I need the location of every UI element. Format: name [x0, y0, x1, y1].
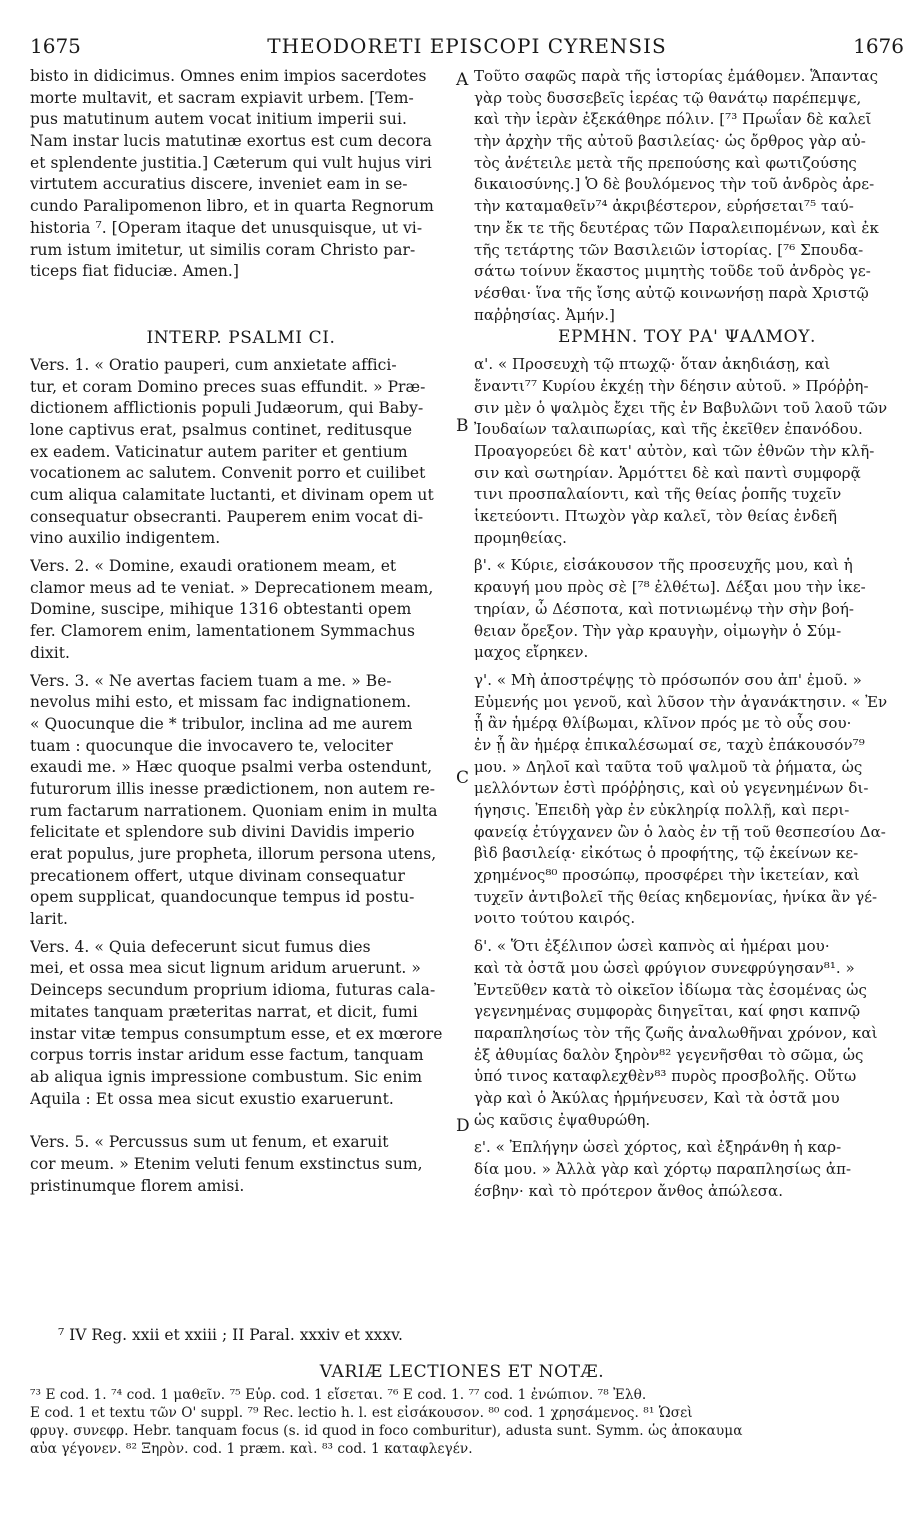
text-line: historia ⁷. [Operam itaque det unusquisque, ut vi-	[30, 218, 423, 237]
variant-readings-notes	[30, 1386, 904, 1458]
text-line: βὶδ βασιλείᾳ· εἰκότως ὁ προφήτης, τῷ ἐκείνων κε-	[474, 844, 859, 863]
text-line: σιν μὲν ὁ ψαλμὸς ἔχει τῆς ἐν Βαβυλῶνι τοῦ λαοῦ τῶν	[474, 398, 888, 417]
text-line: vocationem ac salutem. Convenit porro et cuilibet	[30, 464, 426, 483]
text-line: χρημένος⁸⁰ προσώπῳ, προσφέρει τὴν ἱκετείαν, καὶ	[474, 866, 860, 885]
text-line: μου. » Δηλοῖ καὶ ταῦτα τοῦ ψαλμοῦ τὰ ῥήματα, ὡς	[474, 757, 863, 776]
text-line: ὡς καῦσις ἐψαθυρώθη.	[474, 1110, 651, 1129]
text-line: γὰρ τοὺς δυσσεβεῖς ἱερέας τῷ θανάτῳ παρέπεμψε,	[474, 88, 862, 107]
text-line: futurorum illis inesse prædictionem, non autem re-	[30, 779, 435, 798]
text-line: σάτω τοίνυν ἕκαστος μιμητὴς τοῦδε τοῦ ἀνδρὸς γε-	[474, 262, 871, 281]
text-line: ἔναντι⁷⁷ Κυρίου ἐκχέῃ τὴν δέησιν αὐτοῦ. » Πρόῤῥη-	[474, 376, 869, 395]
text-line: ticeps fiat fiduciæ. Amen.]	[30, 262, 239, 281]
text-line: μαχος εἴρηκεν.	[474, 643, 589, 662]
text-line: exaudi me. » Hæc quoque psalmi verba ostendunt,	[30, 758, 433, 777]
text-line: β'. « Κύριε, εἰσάκουσον τῆς προσευχῆς μου, καὶ ἡ	[474, 556, 853, 575]
text-line: ex eadem. Vaticinatur autem pariter et gentium	[30, 442, 408, 461]
margin-marker-d: D	[456, 1116, 470, 1136]
text-line: bisto in didicimus. Omnes enim impios sacerdotes	[30, 67, 427, 85]
text-line: tur, et coram Domino preces suas effundit. » Præ-	[30, 377, 426, 396]
text-line: τυχεῖν ἀντιβολεῖ τῆς θείας κηδεμονίας, ἡνίκα ἂν γέ-	[474, 887, 878, 906]
latin-verse-1	[30, 355, 452, 550]
text-line: Vers. 3. « Ne avertas faciem tuam a me. » Be-	[30, 671, 392, 690]
text-line: νέσθαι· ἵνα τῆς ἴσης αὐτῷ κοινωνήσῃ παρὰ Χριστῷ	[474, 283, 869, 302]
greek-verse-5	[474, 1137, 900, 1202]
text-line: ἱκετεύοντι. Πτωχὸν γὰρ καλεῖ, τὸν θείας ἐνδεῆ	[474, 507, 837, 526]
text-line: virtutem accuratius discere, inveniet eam in se-	[30, 175, 408, 194]
text-line: erat populus, jure propheta, illorum persona utens,	[30, 845, 437, 863]
text-line: τὴν ἀρχὴν τῆς αὐτοῦ βασιλείας· ὡς ὄρθρος γὰρ αὐ-	[474, 132, 866, 151]
text-line: Ἐντεῦθεν κατὰ τὸ οἰκεῖον ἰδίωμα τὰς ἐσομένας ὡς	[474, 980, 867, 999]
text-line: παραπλησίως τὸν τῆς ζωῆς ἀναλωθῆναι χρόνον, καὶ	[474, 1023, 878, 1042]
text-line: precationem offert, utque divinam consequatur	[30, 866, 405, 885]
text-line: Ἰουδαίων ταλαιπωρίας, καὶ τῆς ἐκεῖθεν ἐπανόδου.	[474, 420, 863, 439]
column-number-right: 1676	[853, 34, 904, 58]
text-line: consequatur obsecranti. Pauperem enim vocat di-	[30, 507, 424, 526]
text-line: ήγησις. Ἐπειδὴ γὰρ ἐν εὐκληρίᾳ πολλῇ, καὶ περι-	[474, 801, 850, 819]
latin-verse-5	[30, 1132, 452, 1197]
text-line: ὑπό τινος καταφλεχθὲν⁸³ πυρὸς προσβολῆς. Οὕτω	[474, 1067, 857, 1086]
text-line: δικαιοσύνης.] Ὁ δὲ βουλόμενος τὴν τοῦ ἀνδρὸς ἀρε-	[474, 175, 875, 194]
note-line: ⁷³ E cod. 1. ⁷⁴ cod. 1 μαθεῖν. ⁷⁵ Εὑρ. cod. 1 εἴσεται. ⁷⁶ E cod. 1. ⁷⁷ cod. 1 ἐνώπιον. ⁷⁸ Ἐλθ.	[30, 1387, 647, 1403]
text-line: θειαν ὄρεξον. Τὴν γὰρ κραυγὴν, οἰμωγὴν ὁ Σύμ-	[474, 621, 842, 640]
margin-marker-b: B	[456, 416, 469, 436]
text-line: τινι προσπαλαίοντι, καὶ τῆς θείας ῥοπῆς τυχεῖν	[474, 485, 842, 504]
text-line: rum factarum narrationem. Quoniam enim in multa	[30, 801, 438, 820]
text-line: larit.	[30, 910, 69, 929]
text-line: Τοῦτο σαφῶς παρὰ τῆς ἱστορίας ἐμάθομεν. Ἅπαντας	[474, 67, 879, 85]
text-line: γ'. « Μὴ ἀποστρέψῃς τὸ πρόσωπόν σου ἀπ' ἐμοῦ. »	[474, 670, 862, 689]
text-line: τηρίαν, ὦ Δέσποτα, καὶ ποτνιωμένῳ τὴν σὴν βοή-	[474, 599, 855, 618]
text-line: opem supplicat, quandocunque tempus id postu-	[30, 888, 415, 907]
text-line: pristinumque florem amisi.	[30, 1176, 245, 1195]
running-title: THEODORETI EPISCOPI CYRENSIS	[267, 34, 667, 58]
text-line: νοιτο τούτου καιρός.	[474, 909, 636, 928]
text-line: ᾗ ἂν ἡμέρᾳ θλίβωμαι, κλῖνον πρός με τὸ οὖς σου·	[474, 714, 852, 733]
text-line: τὴν καταμαθεῖν⁷⁴ ἀκριβέστερον, εὑρήσεται⁷⁵ ταύ-	[474, 197, 854, 216]
page-header	[30, 34, 904, 62]
greek-column	[474, 66, 900, 1202]
text-line: cundo Paralipomenon libro, et in quarta Regnorum	[30, 197, 434, 216]
text-line: σιν καὶ σωτηρίαν. Ἁρμόττει δὲ καὶ παντὶ συμφορᾷ	[474, 463, 861, 482]
text-line: Vers. 5. « Percussus sum ut fenum, et exaruit	[30, 1133, 389, 1152]
text-line: κραυγή μου πρὸς σὲ [⁷⁸ ἐλθέτω]. Δέξαι μου τὴν ἱκε-	[474, 578, 866, 597]
latin-verse-3	[30, 671, 452, 931]
text-line: corpus torris instar aridum esse factum, tanquam	[30, 1046, 424, 1065]
text-line: έσβην· καὶ τὸ πρότερον ἄνθος ἀπώλεσα.	[474, 1181, 784, 1200]
text-line: δ'. « Ὅτι ἐξέλιπον ὡσεὶ καπνὸς αἱ ἡμέραι μου·	[474, 937, 830, 956]
margin-marker-a: A	[456, 70, 469, 90]
text-line: Vers. 2. « Domine, exaudi orationem meam, et	[30, 557, 397, 576]
text-line: Domine, suscipe, mihique 1316 obtestanti opem	[30, 600, 412, 619]
text-line: rum istum imitetur, ut similis coram Christo par-	[30, 240, 416, 259]
text-line: Vers. 1. « Oratio pauperi, cum anxietate affici-	[30, 355, 397, 374]
note-line: E cod. 1 et textu τῶν Ο' suppl. ⁷⁹ Rec. lectio h. l. est εἰσάκουσον. ⁸⁰ cod. 1 χρησάμενος. ⁸¹ Ὡσεὶ	[30, 1405, 693, 1421]
latin-intro	[30, 66, 452, 283]
greek-verse-4	[474, 936, 900, 1131]
text-line: γὰρ καὶ ὁ Ἀκύλας ἡρμήνευσεν, Καὶ τὰ ὀστᾶ μου	[474, 1088, 840, 1107]
text-line: Aquila : Et ossa mea sicut exustio exaruerunt.	[30, 1089, 394, 1108]
latin-section-title: INTERP. PSALMI CI.	[146, 327, 336, 348]
latin-verse-2	[30, 556, 452, 664]
text-line: ἐν ᾗ ἂν ἡμέρᾳ ἐπικαλέσωμαί σε, ταχὺ ἐπάκουσόν⁷⁹	[474, 735, 865, 754]
text-line: ἐξ ἀθυμίας δαλὸν ξηρὸν⁸² γεγενῆσθαι τὸ σῶμα, ὡς	[474, 1045, 864, 1064]
bible-reference-footnote: ⁷ IV Reg. xxii et xxiii ; II Paral. xxxiv et xxxv.	[58, 1326, 403, 1344]
text-line: παῤῥησίας. Ἀμήν.]	[474, 305, 615, 324]
text-line: lone captivus erat, psalmus continet, reditusque	[30, 420, 413, 439]
text-line: τὸς ἀνέτειλε μετὰ τῆς πρεπούσης καὶ φωτιζούσης	[474, 153, 857, 172]
greek-verse-1	[474, 354, 900, 549]
latin-column	[30, 66, 452, 1197]
text-line: dixit.	[30, 643, 71, 662]
text-line: μελλόντων ἐστὶ πρόῤῥησις, καὶ οὐ γεγενημένων δι-	[474, 779, 869, 798]
text-line: mei, et ossa mea sicut lignum aridum aruerunt. »	[30, 959, 421, 978]
latin-verse-4	[30, 937, 452, 1111]
text-line: fer. Clamorem enim, lamentationem Symmachus	[30, 622, 416, 641]
text-line: felicitate et splendore sub divini Davidis imperio	[30, 823, 415, 842]
column-number-left: 1675	[30, 34, 81, 58]
text-line: vino auxilio indigentem.	[30, 529, 221, 548]
text-line: Εὐμενής μοι γενοῦ, καὶ λῦσον τὴν ἀγανάκτησιν. « Ἐν	[474, 692, 888, 711]
text-line: mitates tanquam præteritas narrat, et dicit, fumi	[30, 1002, 418, 1021]
text-line: καὶ τὴν ἱερὰν ἐξεκάθηρε πόλιν. [⁷³ Πρωΐαν δὲ καλεῖ	[474, 110, 872, 129]
text-line: Nam instar lucis matutinæ exortus est cum decora	[30, 132, 432, 151]
text-line: tuam : quocunque die invocavero te, velociter	[30, 736, 393, 755]
note-line: φρυγ. συνεφρ. Hebr. tanquam focus (s. id quod in foco comburitur), adusta sunt. Symm. ὡς ἀποκαυμα	[30, 1423, 743, 1439]
text-line: dictionem afflictionis populi Judæorum, qui Baby-	[30, 399, 424, 418]
note-line: αὐα γέγονεν. ⁸² Ξηρὸν. cod. 1 præm. καὶ. ⁸³ cod. 1 καταφλεγέν.	[30, 1441, 473, 1457]
notes-heading: VARIÆ LECTIONES ET NOTÆ.	[319, 1362, 605, 1382]
greek-verse-2	[474, 555, 900, 663]
text-line: Προαγορεύει δὲ κατ' αὐτὸν, καὶ τῶν ἐθνῶν τὴν κλῆ-	[474, 442, 875, 460]
text-line: α'. « Προσευχὴ τῷ πτωχῷ· ὅταν ἀκηδιάσῃ, καὶ	[474, 355, 831, 374]
greek-section-title: ΕΡΜΗΝ. ΤΟΥ ΡΑ' ΨΑΛΜΟΥ.	[557, 327, 817, 348]
text-line: την ἔκ τε τῆς δευτέρας τῶν Παραλειπομένων, καὶ ἐκ	[474, 218, 879, 237]
margin-marker-c: C	[456, 768, 470, 788]
text-line: καὶ τὰ ὀστᾶ μου ὡσεὶ φρύγιον συνεφρύγησαν⁸¹. »	[474, 958, 855, 977]
text-line: clamor meus ad te veniat. » Deprecationem meam,	[30, 578, 434, 597]
greek-intro	[474, 66, 900, 326]
text-line: προμηθείας.	[474, 528, 567, 547]
text-line: cor meum. » Etenim veluti fenum exstinctus sum,	[30, 1154, 423, 1173]
text-line: morte multavit, et sacram expiavit urbem. [Tem-	[30, 88, 414, 107]
text-line: ab aliqua ignis impressione combustum. Sic enim	[30, 1067, 423, 1086]
text-line: instar vitæ tempus consumptum esse, et ex mœrore	[30, 1024, 443, 1043]
text-line: γεγενημένας συμφορὰς διηγεῖται, καί φησι καπνῷ	[474, 1002, 861, 1021]
greek-verse-3	[474, 670, 900, 930]
text-line: δία μου. » Ἀλλὰ γὰρ καὶ χόρτῳ παραπλησίως ἀπ-	[474, 1160, 852, 1178]
text-line: ε'. « Ἐπλήγην ὡσεὶ χόρτος, καὶ ἐξηράνθη ἡ καρ-	[474, 1138, 842, 1157]
text-line: et splendente justitia.] Cæterum qui vult hujus viri	[30, 153, 432, 172]
text-line: Deinceps secundum proprium idioma, futuras cala-	[30, 981, 436, 1000]
text-line: nevolus mihi esto, et missam fac indignationem.	[30, 693, 412, 712]
text-line: Vers. 4. « Quia defecerunt sicut fumus dies	[30, 937, 371, 956]
text-line: « Quocunque die * tribulor, inclina ad me aurem	[30, 714, 413, 733]
text-line: cum aliqua calamitate luctanti, et divinam opem ut	[30, 486, 434, 504]
text-line: pus matutinum autem vocat initium imperii sui.	[30, 110, 407, 129]
text-line: τῆς τετάρτης τῶν Βασιλειῶν ἱστορίας. [⁷⁶ Σπουδα-	[474, 240, 864, 259]
text-line: φανείᾳ ἐτύγχανεν ὢν ὁ λαὸς ἐν τῇ τοῦ θεσπεσίου Δα-	[474, 822, 886, 841]
